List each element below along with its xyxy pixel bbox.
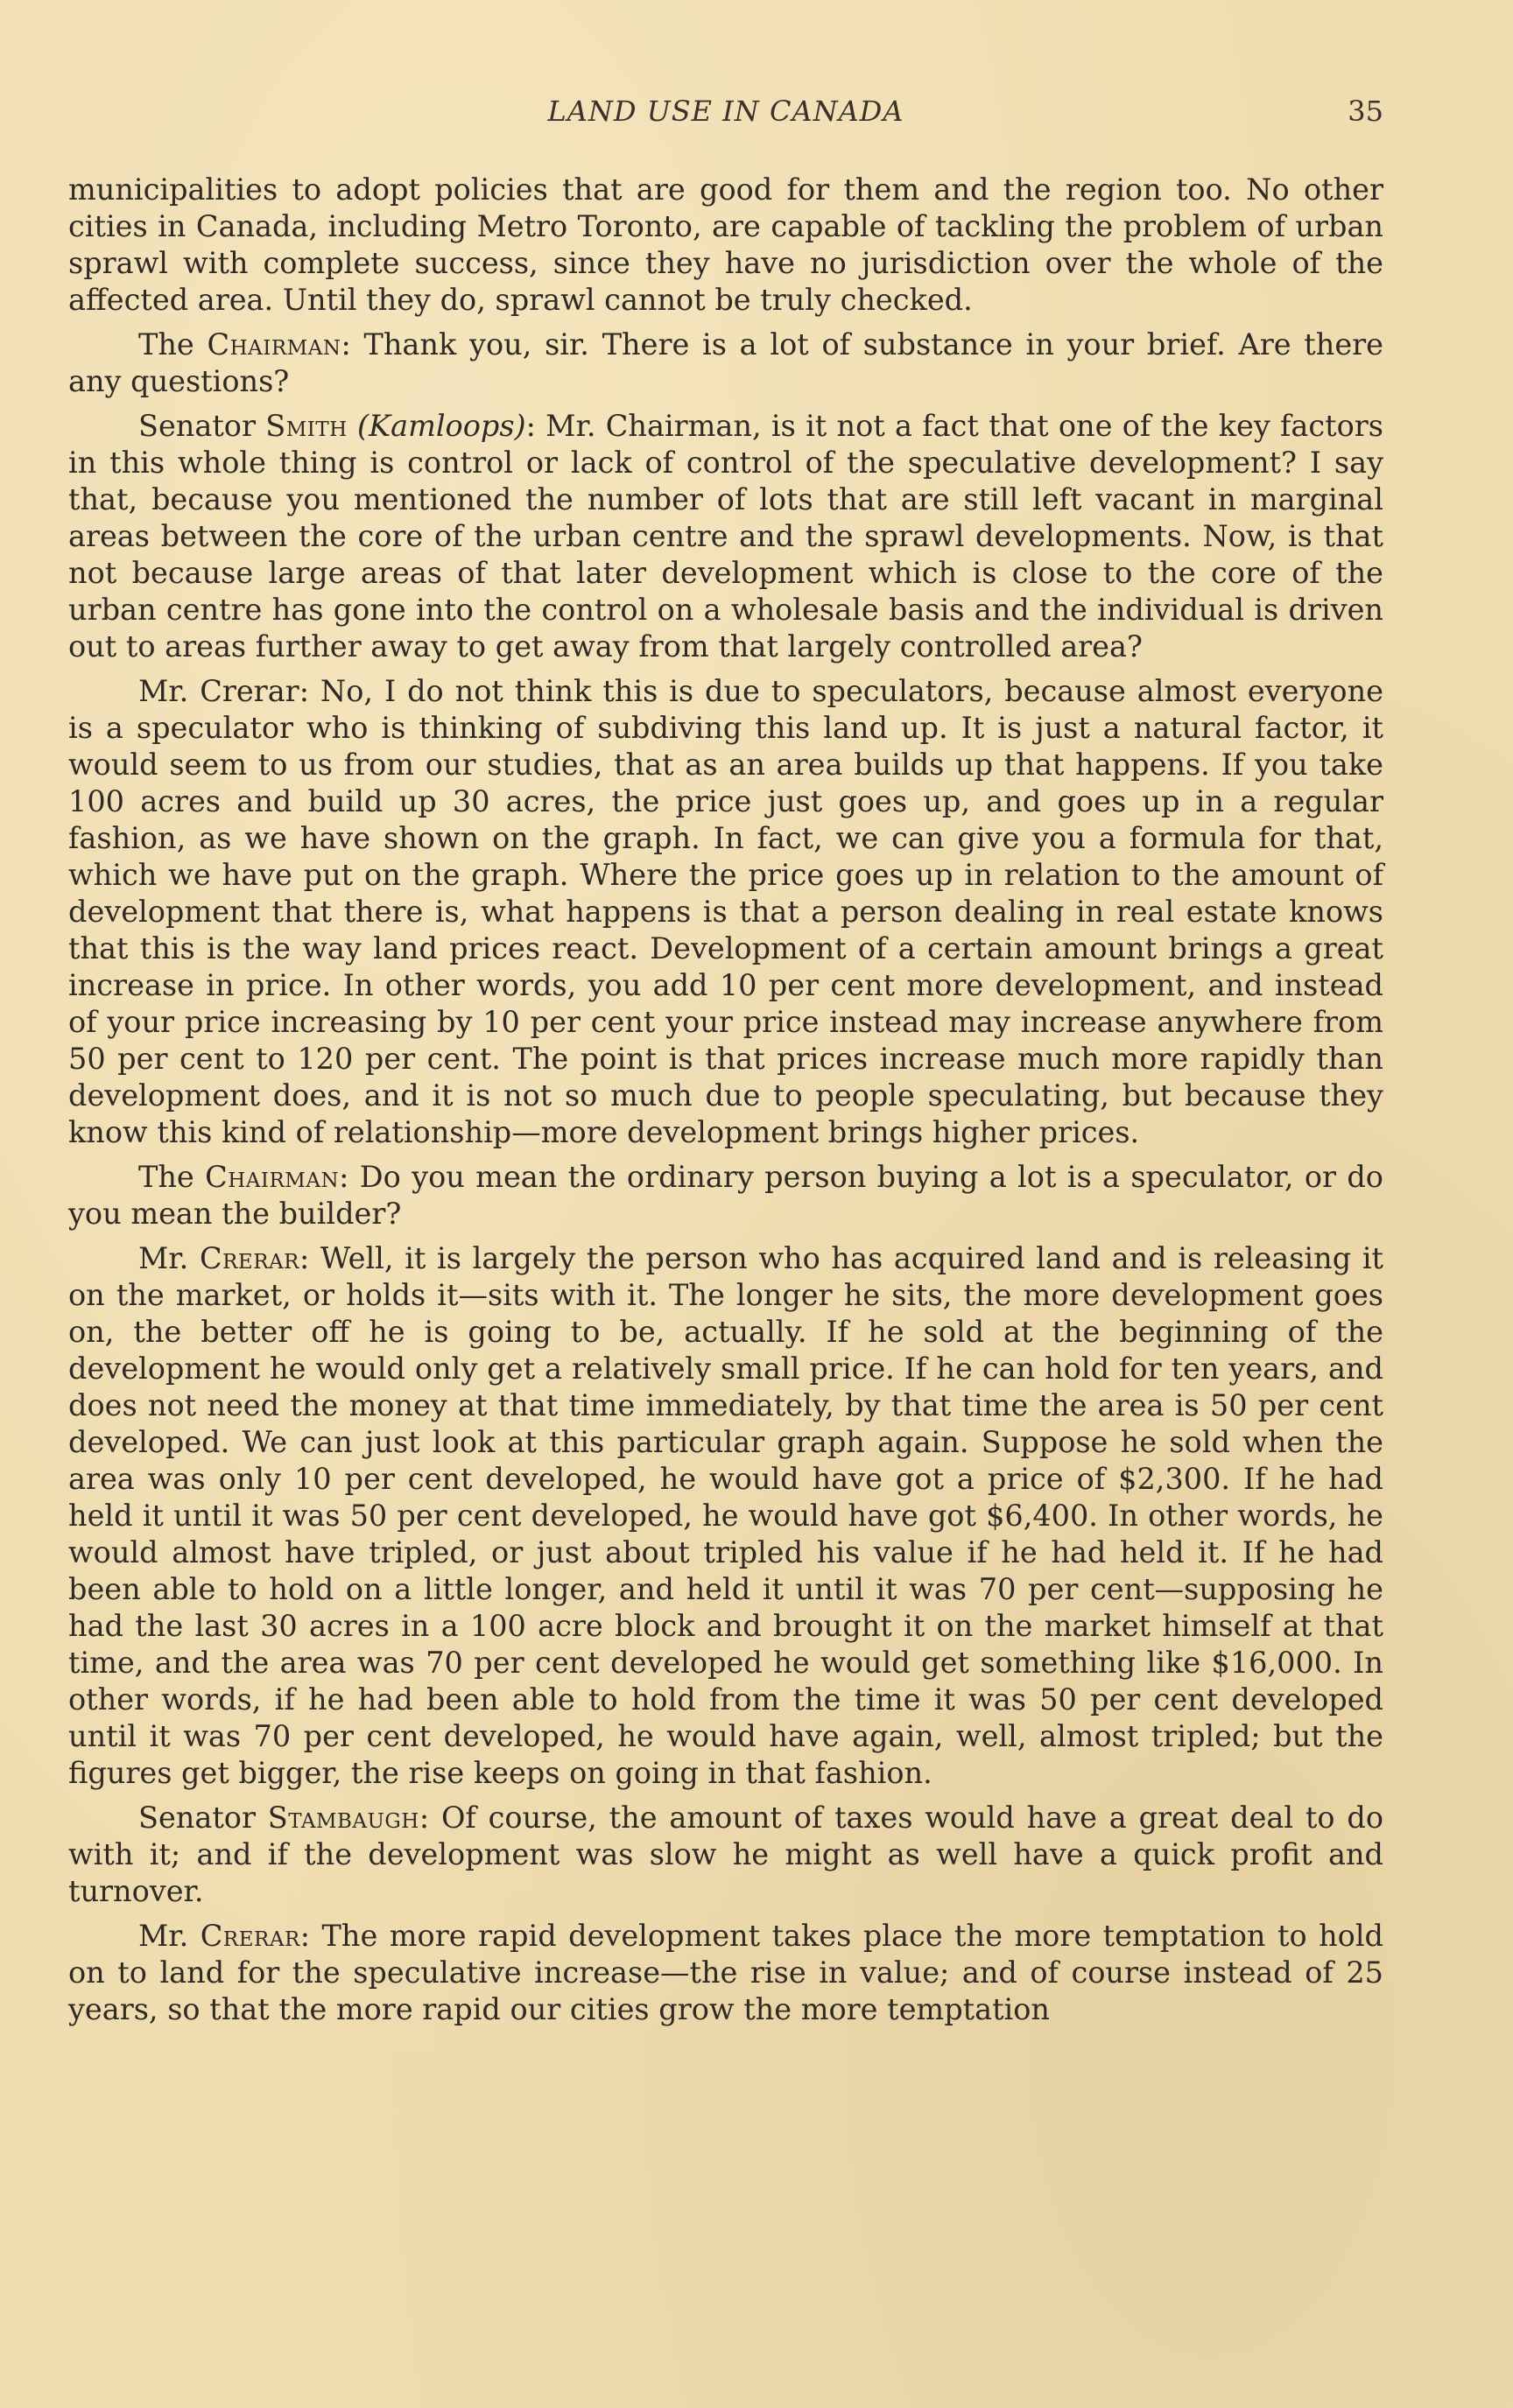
speaker-prefix: Mr.: [138, 1241, 200, 1275]
paragraph-text: The more rapid development takes place the more temptation to hold on to land for the speculative increase—the rise in value; and of course instead of 25 years, so that the more rapid our cities grow the more temptation: [68, 1919, 1383, 2026]
speaker-name: Chairman: [207, 327, 341, 362]
speaker-colon: :: [299, 674, 309, 708]
speaker-colon: :: [299, 1919, 311, 1953]
speaker-colon: :: [341, 327, 351, 362]
speaker-name: Crerar: [199, 1241, 299, 1275]
speaker-prefix: The: [138, 327, 208, 362]
paragraph-text: Do you mean the ordinary person buying a lot is a speculator, or do you mean the builder?: [68, 1160, 1383, 1231]
running-head-title: LAND USE IN CANADA: [547, 95, 904, 128]
speaker-prefix: Senator: [138, 1801, 268, 1835]
paragraph-text: Mr. Chairman, is it not a fact that one of the key factors in this whole thing is control or lack of control of the speculative development? I say that, because you mentioned the number of lots that are still left vacant in marginal areas between the core of the urban centre and the sprawl developments. Now, is that not because large areas of that later development which is close to the core of the urban centre has gone into the control on a wholesale basis and the individual is driven out to areas further away to get away from that largely controlled area?: [68, 409, 1383, 663]
paragraph-text: No, I do not think this is due to speculators, because almost everyone is a speculator who is thinking of subdiving this land up. It is just a natural factor, it would seem to us from our studies, that as an area builds up that happens. If you take 100 acres and build up 30 acres, the price just goes up, and goes up in a regular fashion, as we have shown on the graph. In fact, we can give you a formula for that, which we have put on the graph. Where the price goes up in relation to the amount of development that there is, what happens is that a person dealing in real estate knows that this is the way land prices react. Development of a certain amount brings a great increase in price. In other words, you add 10 per cent more development, and instead of your price increasing by 10 per cent your price instead may increase anywhere from 50 per cent to 120 per cent. The point is that prices increase much more rapidly than development does, and it is not so much due to people speculating, but because they know this kind of relationship—more development brings higher prices.: [68, 674, 1384, 1149]
speaker-name: Stambaugh: [267, 1801, 419, 1835]
speaker-prefix: The: [138, 1160, 206, 1194]
paragraph-chairman-2: [68, 1159, 1383, 1232]
page-number: 35: [1348, 95, 1383, 128]
paragraph-text: Thank you, sir. There is a lot of substance in your brief. Are there any questions?: [68, 327, 1383, 398]
paragraph-chairman: [68, 326, 1383, 400]
speaker-prefix: Mr.: [138, 1919, 201, 1953]
speaker-name: Chairman: [205, 1160, 340, 1194]
paragraph-senator-stambaugh: [68, 1800, 1383, 1910]
paragraph-text: Well, it is largely the person who has acquired land and is releasing it on the market, or holds it—sits with it. The longer he sits, the more development goes on, the better off he is going to be, actually. If he sold at the beginning of the development he would only get a relatively small price. If he can hold for ten years, and does not need the money at that time immediately, by that time the area is 50 per cent developed. We can just look at this particular graph again. Suppose he sold when the area was only 10 per cent developed, he would have got a price of $2,300. If he had held it until it was 50 per cent developed, he would have got $6,400. In other words, he would almost have tripled, or just about tripled his value if he had held it. If he had been able to hold on a little longer, and held it until it was 70 per cent—supposing he had the last 30 acres in a 100 acre block and brought it on the market himself at that time, and the area was 70 per cent developed he would get something like $16,000. In other words, if he had been able to hold from the time it was 50 per cent developed until it was 70 per cent developed, he would have again, well, almost tripled; but the figures get bigger, the rise keeps on going in that fashion.: [68, 1241, 1383, 1790]
speaker-colon: :: [339, 1160, 349, 1194]
speaker-colon: :: [299, 1241, 310, 1275]
body-text: [68, 172, 1383, 2036]
paragraph-crerar-2: [68, 1240, 1383, 1792]
speaker-suffix: (Kamloops): [347, 409, 526, 443]
running-head: [68, 95, 1383, 130]
paragraph-crerar-1: [68, 673, 1383, 1151]
paragraph-crerar-3: [68, 1918, 1383, 2028]
speaker-colon: :: [525, 409, 536, 443]
speaker-colon: :: [419, 1801, 430, 1835]
paragraph-continuation: [68, 172, 1383, 319]
speaker-prefix: Mr. Crerar: [138, 674, 299, 708]
speaker-name: Smith: [265, 409, 348, 443]
paragraph-text: Of course, the amount of taxes would have a great deal to do with it; and if the development was slow he might as well have a quick profit and turnover.: [68, 1801, 1383, 1908]
speaker-prefix: Senator: [138, 409, 266, 443]
speaker-name: Crerar: [200, 1919, 300, 1953]
paragraph-senator-smith: [68, 408, 1383, 665]
paragraph-text: municipalities to adopt policies that are good for them and the region too. No other cities in Canada, including Metro Toronto, are capable of tackling the problem of urban sprawl with complete success, since they have no jurisdiction over the whole of the affected area. Until they do, sprawl cannot be truly checked.: [68, 172, 1383, 317]
